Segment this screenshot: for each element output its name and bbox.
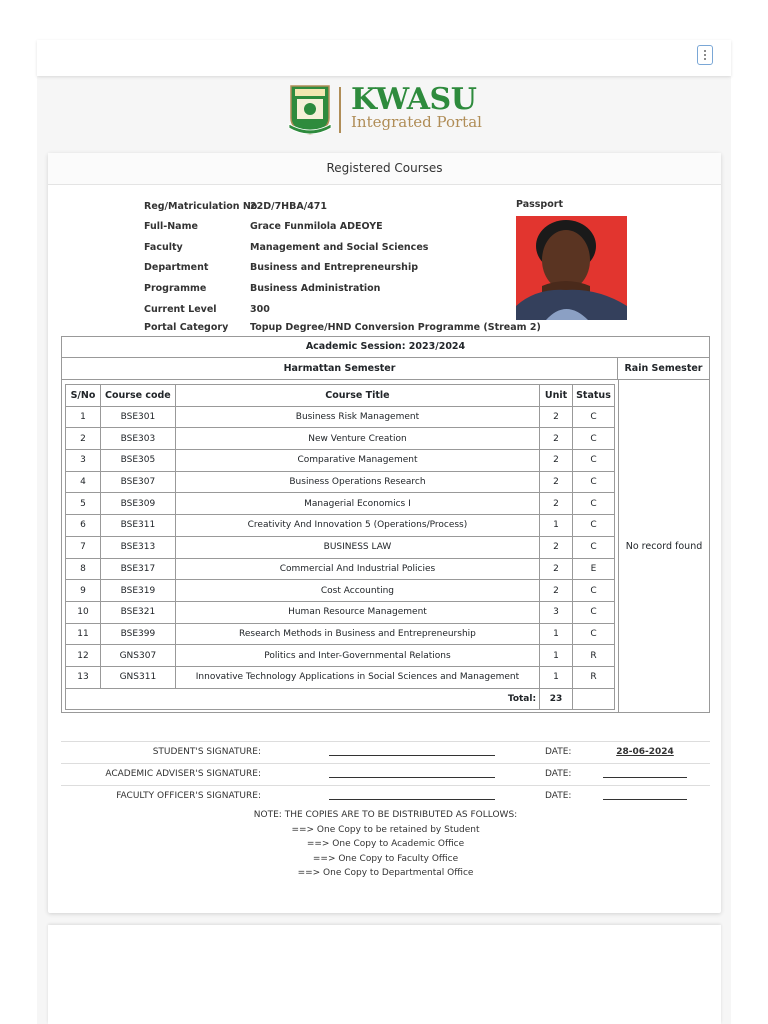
cell-title: BUSINESS LAW (175, 536, 539, 558)
cell-code: BSE319 (100, 580, 175, 602)
kwasu-crest-icon (287, 84, 333, 136)
table-row (66, 666, 615, 688)
cell-status: E (572, 558, 614, 580)
harmattan-semester-label: Harmattan Semester (62, 358, 618, 379)
cell-title: Business Risk Management (175, 406, 539, 428)
cell-sn: 5 (66, 493, 101, 515)
notes-line: ==> One Copy to Faculty Office (312, 853, 459, 864)
cell-unit: 1 (540, 666, 573, 688)
signature-line (329, 777, 495, 778)
top-bar (37, 40, 731, 76)
logo-subtitle: Integrated Portal (351, 113, 482, 131)
cell-unit: 2 (540, 558, 573, 580)
distribution-notes (61, 808, 710, 881)
session-title: Academic Session: 2023/2024 (62, 337, 709, 358)
table-row (66, 428, 615, 450)
cell-title: Politics and Inter-Governmental Relations (175, 645, 539, 667)
cell-sn: 13 (66, 666, 101, 688)
col-title: Course Title (175, 385, 539, 407)
col-sno: S/No (66, 385, 101, 407)
logo-title: KWASU (351, 82, 477, 117)
cell-sn: 3 (66, 450, 101, 472)
cell-sn: 1 (66, 406, 101, 428)
cell-title: Business Operations Research (175, 471, 539, 493)
cell-unit: 2 (540, 406, 573, 428)
cell-status: C (572, 493, 614, 515)
cell-code: BSE307 (100, 471, 175, 493)
card-header: Registered Courses (48, 153, 721, 185)
notes-line: ==> One Copy to Departmental Office (297, 868, 474, 879)
rain-semester-label: Rain Semester (624, 363, 703, 374)
table-row (66, 601, 615, 623)
table-row (66, 493, 615, 515)
total-label: Total: (66, 688, 540, 710)
cell-unit: 2 (540, 471, 573, 493)
cell-unit: 2 (540, 450, 573, 472)
cell-status: C (572, 406, 614, 428)
cell-title: Research Methods in Business and Entrepreneurship (175, 623, 539, 645)
cell-code: BSE317 (100, 558, 175, 580)
table-row (66, 536, 615, 558)
cell-unit: 2 (540, 493, 573, 515)
table-row (66, 471, 615, 493)
table-row (66, 450, 615, 472)
signature-line (329, 799, 495, 800)
cell-title: Cost Accounting (175, 580, 539, 602)
cell-unit: 3 (540, 601, 573, 623)
cell-title: Managerial Economics I (175, 493, 539, 515)
more-options-icon[interactable] (697, 45, 713, 65)
cell-status: C (572, 536, 614, 558)
cell-code: BSE305 (100, 450, 175, 472)
semester-header-row (62, 358, 709, 380)
signature-row-adviser: ACADEMIC ADVISER'S SIGNATURE: DATE: (61, 763, 710, 785)
cell-sn: 10 (66, 601, 101, 623)
total-empty (572, 688, 614, 710)
academic-session-panel (61, 336, 710, 713)
cell-unit: 2 (540, 428, 573, 450)
col-unit: Unit (540, 385, 573, 407)
cell-status: C (572, 515, 614, 537)
courses-table (65, 384, 615, 710)
logo-divider (339, 87, 341, 133)
cell-sn: 11 (66, 623, 101, 645)
signature-row-faculty-officer: FACULTY OFFICER'S SIGNATURE: DATE: (61, 785, 710, 807)
cell-sn: 12 (66, 645, 101, 667)
cell-title: Innovative Technology Applications in Social Sciences and Management (175, 666, 539, 688)
cell-sn: 6 (66, 515, 101, 537)
cell-sn: 8 (66, 558, 101, 580)
date-line (603, 777, 687, 778)
table-row (66, 623, 615, 645)
secondary-card (48, 925, 721, 1024)
cell-status: C (572, 601, 614, 623)
cell-code: GNS311 (100, 666, 175, 688)
notes-line: ==> One Copy to be retained by Student (291, 824, 480, 835)
cell-unit: 1 (540, 515, 573, 537)
table-row (66, 580, 615, 602)
table-row (66, 406, 615, 428)
cell-sn: 4 (66, 471, 101, 493)
notes-line: ==> One Copy to Academic Office (306, 839, 465, 850)
signature-line (329, 755, 495, 756)
col-code: Course code (100, 385, 175, 407)
cell-code: BSE313 (100, 536, 175, 558)
cell-status: C (572, 623, 614, 645)
passport-portrait-icon (516, 216, 627, 320)
total-row (66, 688, 615, 710)
cell-status: C (572, 580, 614, 602)
cell-unit: 2 (540, 580, 573, 602)
cell-unit: 2 (540, 536, 573, 558)
passport-photo (516, 216, 627, 320)
cell-code: BSE399 (100, 623, 175, 645)
kwasu-logo (287, 84, 487, 136)
cell-sn: 2 (66, 428, 101, 450)
col-status: Status (572, 385, 614, 407)
cell-code: BSE311 (100, 515, 175, 537)
cell-status: C (572, 450, 614, 472)
cell-status: C (572, 471, 614, 493)
signature-row-student: STUDENT'S SIGNATURE: DATE: 28-06-2024 (61, 741, 710, 763)
cell-sn: 9 (66, 580, 101, 602)
table-header-row (66, 385, 615, 407)
cell-code: GNS307 (100, 645, 175, 667)
cell-sn: 7 (66, 536, 101, 558)
cell-title: New Venture Creation (175, 428, 539, 450)
cell-code: BSE321 (100, 601, 175, 623)
notes-heading: NOTE: THE COPIES ARE TO BE DISTRIBUTED AS FOLLOWS: (253, 810, 518, 820)
table-row (66, 558, 615, 580)
cell-code: BSE301 (100, 406, 175, 428)
rain-semester-empty: No record found (618, 380, 709, 712)
cell-unit: 1 (540, 623, 573, 645)
cell-title: Comparative Management (175, 450, 539, 472)
registered-courses-card: Registered Courses Reg/Matriculation No 22D/7HBA/471 Full-Name Grace Funmilola ADEOYE Faculty Management and Social Sciences Department Business and Entrepreneurship Programme Business Administration Current Level 300 Portal Category Topup Degree/HND Conversion Programme (Stream 2) Passport Academic Session: 2023/2024 Harmattan Semester Rain Semester No record found S/No Course code Course Title Unit Status 1 BSE301 Business Risk Management 2 C 2 BSE303 New Venture Creation 2 C 3 BSE305 Comparative Management 2 C 4 BSE307 Business Operations Research 2 C 5 BSE309 Managerial Economics I 2 C 6 BSE311 Creativity And Innovation 5 (Operations/Process) 1 C 7 BSE313 BUSINESS LAW 2 C 8 BSE317 Commercial And Industrial Policies 2 E 9 BSE319 Cost Accounting 2 C 10 BSE321 Human Resource Management 3 C 11 BSE399 Research Methods in Business and Entrepreneurship 1 C 12 GNS307 Politics and Inter-Governmental Relations 1 R 13 GNS311 Innovative Technology Applications in Social Sciences and Management 1 R Total: 23 STUDENT'S SIGNATURE: DATE: 28-06-2024 ACADEMIC ADVISER'S SIGNATURE: DATE: FACULTY OFFICER'S SIGNATURE: DATE: NOTE: THE COPIES ARE TO BE DISTRIBUTED AS FOLLOWS: ==> One Copy to be retained by Student ==> One Copy to Academic Office ==> One Copy to Faculty Office ==> One Copy to Departmental Office (48, 153, 721, 913)
cell-title: Creativity And Innovation 5 (Operations/Process) (175, 515, 539, 537)
cell-code: BSE303 (100, 428, 175, 450)
total-units: 23 (540, 688, 573, 710)
passport-label: Passport (516, 199, 563, 210)
cell-unit: 1 (540, 645, 573, 667)
table-row (66, 645, 615, 667)
cell-status: R (572, 645, 614, 667)
student-date-value: 28-06-2024 (616, 747, 674, 757)
table-row (66, 515, 615, 537)
cell-status: R (572, 666, 614, 688)
cell-code: BSE309 (100, 493, 175, 515)
cell-status: C (572, 428, 614, 450)
cell-title: Human Resource Management (175, 601, 539, 623)
date-line (603, 799, 687, 800)
cell-title: Commercial And Industrial Policies (175, 558, 539, 580)
